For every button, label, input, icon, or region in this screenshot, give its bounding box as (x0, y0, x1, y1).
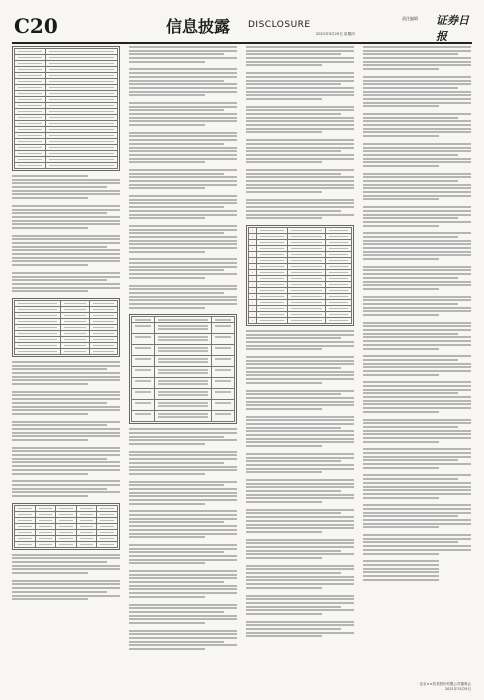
info-table-box (12, 46, 120, 171)
section-title-english: DISCLOSURE (248, 20, 311, 30)
page-number: C20 (14, 14, 58, 38)
shareholder-table-box (12, 503, 120, 550)
footer-date: 2021年3月25日 (444, 687, 471, 691)
column-3 (246, 46, 354, 692)
events-table-box (129, 314, 237, 424)
section-title: 信息披露 (166, 17, 231, 36)
column-4 (363, 46, 471, 692)
company-info-table (14, 48, 118, 169)
page-header (12, 8, 472, 44)
header-date-line: 2021年3月25日 星期四 (316, 32, 355, 36)
article-body (12, 46, 472, 692)
column-2 (129, 46, 237, 692)
subsidiary-table (248, 227, 352, 324)
newspaper-logo: 证券日报 (436, 14, 469, 43)
footer-company: 北京××技术股份有限公司董事会 (419, 682, 471, 686)
events-table (131, 316, 235, 422)
shareholder-table (14, 505, 118, 548)
subsidiary-table-box (246, 225, 354, 326)
financial-table-box (12, 298, 120, 357)
financial-table (14, 300, 118, 355)
column-1 (12, 46, 120, 692)
footer-signature (420, 682, 471, 692)
editor-label: 责任编辑 (402, 16, 418, 21)
